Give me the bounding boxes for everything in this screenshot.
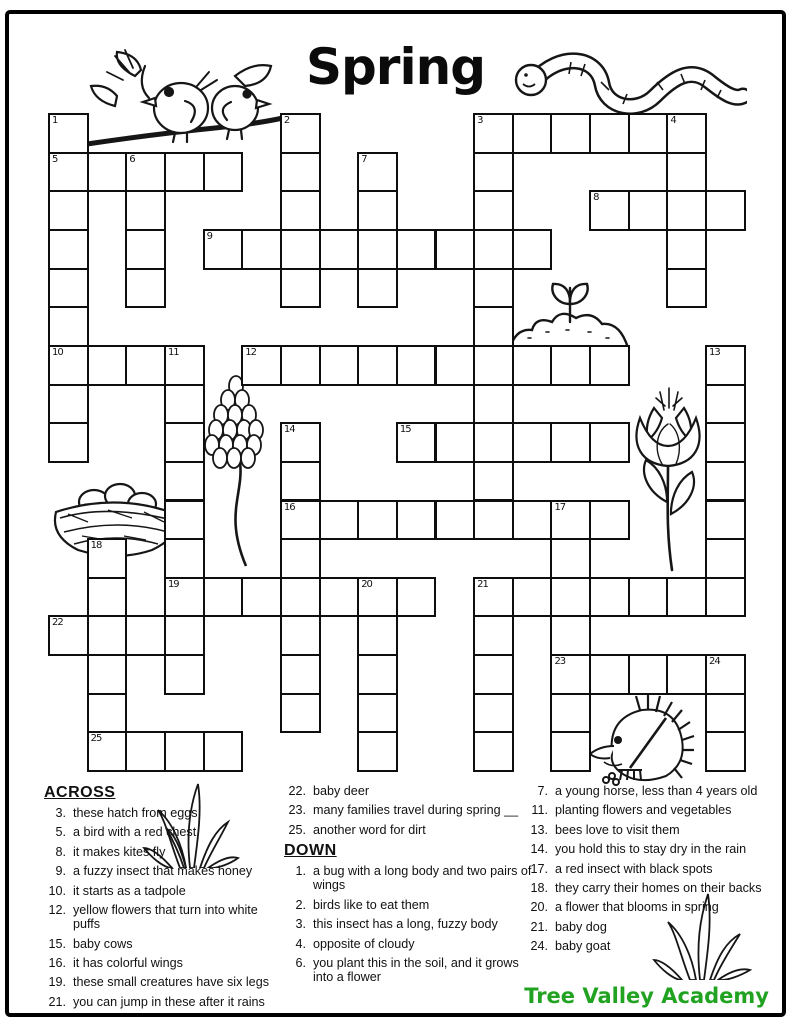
clue-number: 10.	[48, 883, 66, 898]
grid-cell[interactable]	[164, 654, 205, 695]
clue-text: these small creatures have six legs	[73, 975, 269, 990]
grid-cell[interactable]	[396, 422, 437, 463]
grid-cell[interactable]	[705, 577, 746, 618]
grid-cell[interactable]	[87, 538, 128, 579]
grid-cell[interactable]	[357, 693, 398, 734]
clue-text: these hatch from eggs	[73, 806, 198, 820]
grid-cell[interactable]	[589, 577, 630, 618]
grid-cell[interactable]	[473, 113, 514, 154]
grid-cell[interactable]	[164, 384, 205, 425]
across-clue-list-2	[282, 784, 532, 837]
grid-cell[interactable]	[473, 654, 514, 695]
grid-cell[interactable]	[357, 190, 398, 231]
clue-column-down	[524, 784, 780, 959]
grid-cell[interactable]	[280, 345, 321, 386]
down-clue-list-1	[282, 864, 532, 984]
grid-cell[interactable]	[357, 500, 398, 541]
cell-number: 21	[477, 578, 488, 590]
grid-cell[interactable]	[705, 500, 746, 541]
grid-cell[interactable]	[164, 422, 205, 463]
grid-cell[interactable]	[125, 731, 166, 772]
grid-cell[interactable]	[473, 345, 514, 386]
clue-item	[42, 845, 286, 859]
clue-text: opposite of cloudy	[313, 936, 415, 951]
grid-cell[interactable]	[280, 113, 321, 154]
grid-cell[interactable]	[628, 654, 669, 695]
clue-text: baby cows	[73, 936, 133, 951]
grid-cell[interactable]	[705, 461, 746, 502]
grid-cell[interactable]	[280, 500, 321, 541]
clue-text: it starts as a tadpole	[73, 883, 186, 898]
grid-cell[interactable]	[357, 229, 398, 270]
clue-item	[282, 937, 532, 951]
clue-text: they carry their homes on their backs	[555, 881, 762, 896]
cell-number: 17	[554, 501, 566, 513]
clue-item	[524, 862, 780, 876]
grid-cell[interactable]	[87, 654, 128, 695]
grid-cell[interactable]	[589, 345, 630, 386]
cell-number: 8	[593, 192, 599, 204]
grid-cell[interactable]	[164, 152, 205, 193]
clue-number: 15.	[48, 936, 66, 951]
grid-cell[interactable]	[203, 152, 244, 193]
grid-cell[interactable]	[473, 384, 514, 425]
clue-number: 1.	[295, 864, 306, 879]
clue-item	[42, 864, 286, 878]
clue-number: 2.	[295, 897, 306, 912]
grid-cell[interactable]	[396, 500, 437, 541]
grid-cell[interactable]	[512, 113, 553, 154]
clue-text: baby deer	[313, 784, 370, 798]
grid-cell[interactable]	[473, 229, 514, 270]
grid-cell[interactable]	[357, 731, 398, 772]
clue-item	[42, 884, 286, 898]
clue-column-middle	[282, 784, 532, 990]
clue-number: 19.	[48, 975, 66, 990]
grid-cell[interactable]	[705, 731, 746, 772]
clue-number: 18.	[530, 881, 548, 896]
clue-number: 3.	[295, 917, 306, 932]
clue-number: 16.	[48, 956, 66, 971]
clue-text: you hold this to stay dry in the rain	[555, 842, 747, 857]
grid-cell[interactable]	[550, 731, 591, 772]
clue-number: 23.	[288, 803, 306, 818]
grid-cell[interactable]	[125, 229, 166, 270]
grid-cell[interactable]	[473, 731, 514, 772]
grid-cell[interactable]	[473, 422, 514, 463]
hedgehog-with-rake-icon	[582, 684, 702, 786]
grid-cell[interactable]	[203, 577, 244, 618]
clue-column-across	[42, 784, 286, 1014]
grid-cell[interactable]	[473, 306, 514, 347]
clue-item	[42, 975, 286, 989]
grid-cell[interactable]	[666, 654, 707, 695]
grid-cell[interactable]	[550, 345, 591, 386]
clue-number: 4.	[295, 936, 306, 951]
grid-cell[interactable]	[164, 500, 205, 541]
grid-cell[interactable]	[87, 345, 128, 386]
clue-number: 5.	[55, 825, 66, 840]
clue-item	[282, 917, 532, 931]
cell-number: 6	[129, 153, 135, 165]
grid-cell[interactable]	[125, 345, 166, 386]
grid-cell[interactable]	[666, 577, 707, 618]
grid-cell[interactable]	[589, 190, 630, 231]
cell-number: 2	[283, 115, 290, 126]
grid-cell[interactable]	[550, 654, 591, 695]
grid-cell[interactable]	[705, 538, 746, 579]
grid-cell[interactable]	[589, 113, 630, 154]
cell-number: 25	[90, 733, 102, 745]
grid-cell[interactable]	[87, 731, 128, 772]
grid-cell[interactable]	[48, 384, 89, 425]
grid-cell[interactable]	[357, 615, 398, 656]
cell-number: 19	[167, 578, 179, 590]
grid-cell[interactable]	[164, 577, 205, 618]
cell-number: 14	[283, 424, 295, 436]
grid-cell[interactable]	[48, 152, 89, 193]
grid-cell[interactable]	[473, 693, 514, 734]
grid-cell[interactable]	[550, 500, 591, 541]
clue-number: 22.	[288, 784, 306, 798]
grid-cell[interactable]	[48, 113, 89, 154]
clue-text: a young horse, less than 4 years old	[555, 784, 758, 798]
clue-item	[524, 823, 780, 837]
grid-cell[interactable]	[48, 268, 89, 309]
grid-cell[interactable]	[473, 152, 514, 193]
clue-number: 25.	[288, 822, 306, 837]
clue-item	[282, 784, 532, 798]
clue-text: you plant this in the soil, and it grows into a flower	[313, 956, 519, 985]
grid-cell[interactable]	[241, 229, 282, 270]
grid-cell[interactable]	[125, 268, 166, 309]
grid-cell[interactable]	[241, 345, 282, 386]
grid-cell[interactable]	[705, 654, 746, 695]
grid-cell[interactable]	[705, 422, 746, 463]
grid-cell[interactable]	[666, 113, 707, 154]
across-clue-list-1	[42, 806, 286, 1009]
clue-item	[524, 803, 780, 817]
grid-cell[interactable]	[241, 577, 282, 618]
grid-cell[interactable]	[280, 461, 321, 502]
clue-number: 11.	[531, 803, 548, 818]
cell-number: 1	[52, 115, 58, 126]
clue-text: bees love to visit them	[555, 822, 680, 837]
grid-cell[interactable]	[589, 422, 630, 463]
clue-number: 8.	[55, 844, 66, 859]
clue-item	[524, 900, 780, 914]
grid-cell[interactable]	[589, 654, 630, 695]
grid-cell[interactable]	[357, 654, 398, 695]
grid-cell[interactable]	[48, 422, 89, 463]
grid-cell[interactable]	[280, 615, 321, 656]
clue-number: 12.	[48, 903, 66, 918]
grid-cell[interactable]	[589, 500, 630, 541]
grid-cell[interactable]	[435, 229, 476, 270]
clue-text: a red insect with black spots	[555, 861, 713, 876]
grid-cell[interactable]	[705, 384, 746, 425]
grape-hyacinth-icon	[196, 374, 276, 568]
grid-cell[interactable]	[125, 152, 166, 193]
grid-cell[interactable]	[319, 500, 360, 541]
clue-item	[42, 937, 286, 951]
page-title: Spring	[306, 38, 485, 96]
sprout-on-mound-icon	[508, 280, 630, 350]
clue-text: you can jump in these after it rains	[73, 994, 265, 1009]
cell-number: 10	[52, 346, 63, 358]
grid-cell[interactable]	[48, 345, 89, 386]
clue-text: it has colorful wings	[73, 956, 183, 971]
clue-item	[524, 920, 780, 934]
cell-number: 3	[477, 115, 483, 126]
grid-cell[interactable]	[435, 345, 476, 386]
clue-text: a fuzzy insect that makes honey	[73, 864, 253, 879]
grid-cell[interactable]	[280, 190, 321, 231]
cell-number: 22	[52, 617, 63, 629]
grid-cell[interactable]	[512, 345, 553, 386]
grid-cell[interactable]	[666, 190, 707, 231]
grid-cell[interactable]	[435, 500, 476, 541]
clue-item	[282, 956, 532, 984]
clue-text: baby dog	[555, 919, 607, 934]
clue-text: it makes kites fly	[73, 844, 166, 859]
clue-number: 7.	[537, 784, 548, 798]
grid-cell[interactable]	[628, 113, 669, 154]
grid-cell[interactable]	[473, 577, 514, 618]
grid-cell[interactable]	[666, 152, 707, 193]
grid-cell[interactable]	[666, 229, 707, 270]
clue-text: a flower that blooms in spring	[555, 900, 719, 915]
clue-item	[524, 784, 780, 798]
grid-cell[interactable]	[628, 190, 669, 231]
clue-number: 21.	[48, 994, 66, 1009]
grid-cell[interactable]	[319, 229, 360, 270]
clue-item	[524, 881, 780, 895]
clue-text: planting flowers and vegetables	[555, 803, 732, 818]
grid-cell[interactable]	[87, 577, 128, 618]
clue-item	[282, 898, 532, 912]
across-header: ACROSS	[44, 784, 116, 801]
clue-text: a bird with a red chest	[73, 825, 197, 840]
down-clue-list-2	[524, 784, 780, 953]
grid-cell[interactable]	[705, 345, 746, 386]
grid-cell[interactable]	[473, 268, 514, 309]
clue-item	[42, 825, 286, 839]
clue-item	[524, 939, 780, 953]
grid-cell[interactable]	[512, 422, 553, 463]
cell-number: 9	[206, 230, 212, 242]
clue-number: 24.	[530, 939, 548, 954]
grid-cell[interactable]	[473, 615, 514, 656]
grid-cell[interactable]	[164, 615, 205, 656]
grid-cell[interactable]	[396, 229, 437, 270]
grid-cell[interactable]	[628, 577, 669, 618]
clue-item	[42, 995, 286, 1009]
grid-cell[interactable]	[203, 731, 244, 772]
grid-cell[interactable]	[319, 345, 360, 386]
cell-number: 20	[361, 578, 372, 590]
clue-number: 21.	[530, 919, 548, 934]
grid-cell[interactable]	[164, 345, 205, 386]
grid-cell[interactable]	[357, 152, 398, 193]
grid-cell[interactable]	[473, 500, 514, 541]
grid-cell[interactable]	[48, 229, 89, 270]
clue-number: 3.	[55, 806, 66, 820]
grid-cell[interactable]	[512, 577, 553, 618]
clue-item	[42, 956, 286, 970]
grid-cell[interactable]	[512, 500, 553, 541]
clue-item	[282, 803, 532, 817]
grid-cell[interactable]	[87, 152, 128, 193]
grid-cell[interactable]	[280, 538, 321, 579]
grid-cell[interactable]	[87, 615, 128, 656]
clue-item	[282, 823, 532, 837]
grid-cell[interactable]	[550, 538, 591, 579]
clue-number: 9.	[55, 864, 66, 879]
clue-number: 13.	[530, 822, 548, 837]
grid-cell[interactable]	[164, 538, 205, 579]
clue-text: this insect has a long, fuzzy body	[313, 917, 498, 932]
grid-cell[interactable]	[280, 268, 321, 309]
clue-item	[282, 864, 532, 892]
grid-cell[interactable]	[705, 190, 746, 231]
grid-cell[interactable]	[280, 654, 321, 695]
grid-cell[interactable]	[435, 422, 476, 463]
grid-cell[interactable]	[164, 731, 205, 772]
clue-text: baby goat	[555, 939, 611, 954]
grid-cell[interactable]	[473, 190, 514, 231]
grid-cell[interactable]	[280, 229, 321, 270]
clue-item	[524, 842, 780, 856]
cell-number: 11	[167, 346, 179, 358]
grid-cell[interactable]	[280, 577, 321, 618]
cell-number: 15	[399, 424, 411, 436]
grid-cell[interactable]	[319, 577, 360, 618]
grid-cell[interactable]	[87, 693, 128, 734]
grid-cell[interactable]	[48, 190, 89, 231]
grid-cell[interactable]	[705, 693, 746, 734]
grid-cell[interactable]	[550, 113, 591, 154]
clue-text: another word for dirt	[313, 822, 426, 837]
grid-cell[interactable]	[550, 693, 591, 734]
grid-cell[interactable]	[357, 577, 398, 618]
clue-number: 17.	[530, 861, 548, 876]
grid-cell[interactable]	[357, 268, 398, 309]
clue-text: many families travel during spring __	[313, 803, 519, 818]
grid-cell[interactable]	[48, 306, 89, 347]
clue-number: 14.	[530, 842, 548, 857]
tulip-icon	[626, 380, 712, 572]
grid-cell[interactable]	[48, 615, 89, 656]
grid-cell[interactable]	[357, 345, 398, 386]
grid-cell[interactable]	[550, 615, 591, 656]
cell-number: 24	[709, 656, 720, 668]
grid-cell[interactable]	[512, 229, 553, 270]
grid-cell[interactable]	[164, 461, 205, 502]
grid-cell[interactable]	[396, 345, 437, 386]
grid-cell[interactable]	[550, 422, 591, 463]
clue-item	[42, 903, 286, 931]
grid-cell[interactable]	[125, 190, 166, 231]
cell-number: 4	[670, 115, 676, 126]
clue-number: 6.	[295, 956, 306, 971]
cell-number: 7	[361, 153, 367, 165]
grid-cell[interactable]	[550, 577, 591, 618]
clue-text: birds like to eat them	[313, 897, 430, 912]
cell-number: 13	[709, 346, 720, 358]
clue-item	[42, 806, 286, 820]
grid-cell[interactable]	[280, 152, 321, 193]
grid-cell[interactable]	[666, 268, 707, 309]
grid-cell[interactable]	[125, 615, 166, 656]
cell-number: 12	[245, 346, 256, 358]
cell-number: 16	[283, 501, 295, 513]
grid-cell[interactable]	[473, 461, 514, 502]
grid-cell[interactable]	[280, 422, 321, 463]
cell-number: 5	[52, 153, 58, 165]
cell-number: 23	[554, 656, 566, 668]
grid-cell[interactable]	[280, 693, 321, 734]
branding-text: Tree Valley Academy	[524, 984, 769, 1008]
down-header: DOWN	[284, 842, 337, 860]
grid-cell[interactable]	[396, 577, 437, 618]
clue-text: yellow flowers that turn into white puffs	[73, 903, 258, 932]
cell-number: 18	[90, 540, 102, 552]
grid-cell[interactable]	[203, 229, 244, 270]
clue-number: 20.	[530, 900, 548, 915]
clue-text: a bug with a long body and two pairs of wings	[313, 864, 532, 893]
